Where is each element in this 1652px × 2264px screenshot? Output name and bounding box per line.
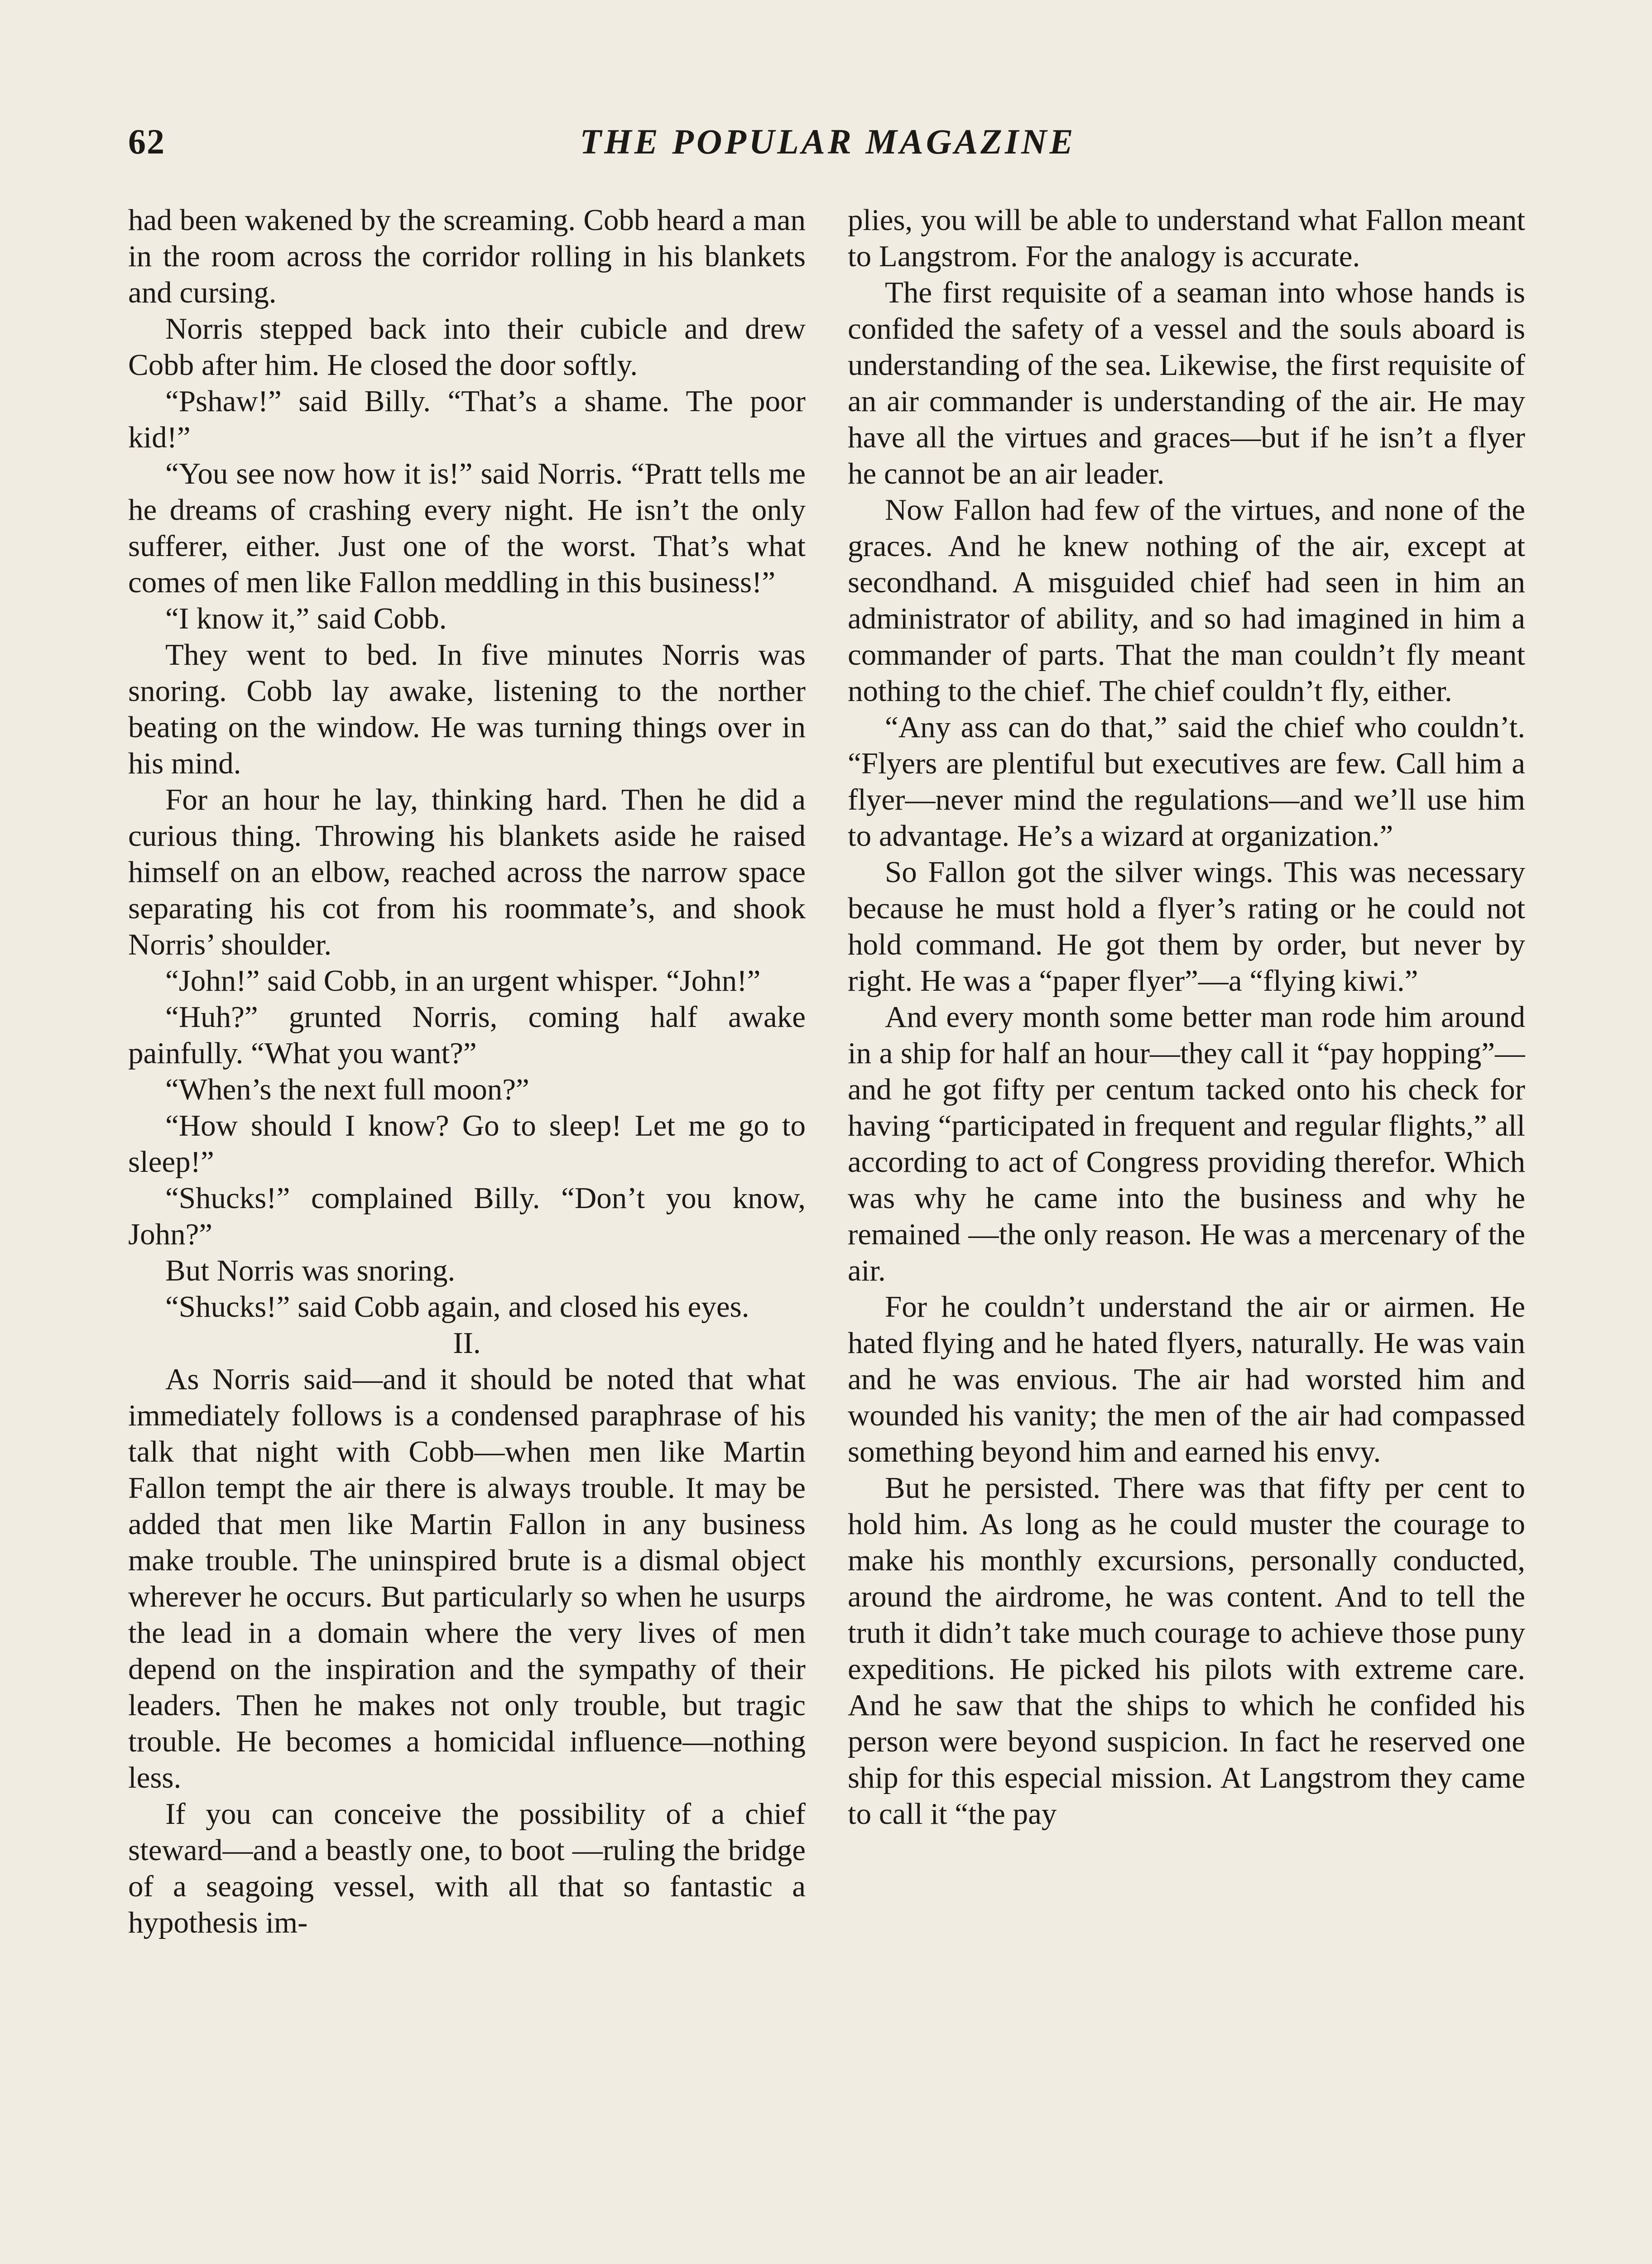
page-header: [128, 121, 1527, 171]
paragraph: The first requisite of a seaman into whose hands is confided the safety of a vessel and the souls aboard is understanding of the sea. Likewise, the first requisite of an air commander is understanding of the air. He may have all the virtues and graces—but if he isn’t a flyer he cannot be an air leader.: [848, 276, 1525, 490]
paragraph: “Any ass can do that,” said the chief who couldn’t. “Flyers are plentiful but executives are few. Call him a flyer—never mind the regulations—and we’ll use him to advantage. He’s a wizard at organization.”: [848, 710, 1525, 853]
paragraph: “Shucks!” complained Billy. “Don’t you know, John?”: [128, 1181, 806, 1251]
paragraph: “How should I know? Go to sleep! Let me go to sleep!”: [128, 1109, 806, 1179]
paragraph: For he couldn’t understand the air or airmen. He hated flying and he hated flyers, naturally. He was vain and he was envious. The air had worsted him and wounded his vanity; the men of the air had compassed something beyond him and earned his envy.: [848, 1290, 1525, 1468]
paragraph: Norris stepped back into their cubicle and drew Cobb after him. He closed the door softly.: [128, 312, 806, 382]
paragraph: “Shucks!” said Cobb again, and closed his eyes.: [165, 1290, 749, 1324]
paragraph: So Fallon got the silver wings. This was necessary because he must hold a flyer’s rating or he could not hold command. He got them by order, but never by right. He was a “paper flyer”—a “flying kiwi.”: [848, 855, 1525, 998]
paragraph: “Pshaw!” said Billy. “That’s a shame. The poor kid!”: [128, 384, 806, 454]
paragraph: But Norris was snoring.: [165, 1254, 456, 1287]
paragraph: plies, you will be able to understand what Fallon meant to Langstrom. For the analogy is accurate.: [848, 203, 1525, 273]
paragraph: They went to bed. In five minutes Norris was snoring. Cobb lay awake, listening to the norther beating on the window. He was turning things over in his mind.: [128, 638, 806, 780]
paragraph: If you can conceive the possibility of a chief steward—and a beastly one, to boot —ruling the bridge of a seagoing vessel, with all that so fantastic a hypothesis im-: [128, 1797, 806, 1939]
paragraph: As Norris said—and it should be noted that what immediately follows is a condensed paraphrase of his talk that night with Cobb—when men like Martin Fallon tempt the air there is always trouble. It may be added that men like Martin Fallon in any business make trouble. The uninspired brute is a dismal object wherever he occurs. But particularly so when he usurps the lead in a domain where the very lives of men depend on the inspiration and the sympathy of their leaders. Then he makes not only trouble, but tragic trouble. He becomes a homicidal influence—nothing less.: [128, 1362, 806, 1794]
running-head-title: THE POPULAR MAGAZINE: [580, 122, 1076, 161]
paragraph: “John!” said Cobb, in an urgent whisper. “John!”: [165, 964, 761, 998]
right-text-column: [848, 202, 1525, 2264]
page-number: 62: [128, 122, 165, 161]
section-heading: II.: [453, 1326, 481, 1360]
paragraph: But he persisted. There was that fifty per cent to hold him. As long as he could muster the courage to make his monthly excursions, personally conducted, around the airdrome, he was content. And to tell the truth it didn’t take much courage to achieve those puny expeditions. He picked his pilots with extreme care. And he saw that the ships to which he confided his person were beyond suspicion. In fact he reserved one ship for this especial mission. At Langstrom they came to call it “the pay: [848, 1471, 1525, 1831]
paragraph: Now Fallon had few of the virtues, and none of the graces. And he knew nothing of the air, except at secondhand. A misguided chief had seen in him an administrator of ability, and so had imagined in him a commander of parts. That the man couldn’t fly meant nothing to the chief. The chief couldn’t fly, either.: [848, 493, 1525, 708]
left-text-column: [128, 202, 806, 2264]
paragraph: “Huh?” grunted Norris, coming half awake painfully. “What you want?”: [128, 1000, 806, 1070]
paragraph: had been wakened by the screaming. Cobb heard a man in the room across the corridor rolling in his blankets and cursing.: [128, 203, 806, 309]
paragraph: “When’s the next full moon?”: [165, 1073, 529, 1106]
paragraph: “I know it,” said Cobb.: [165, 602, 447, 635]
paragraph: “You see now how it is!” said Norris. “Pratt tells me he dreams of crashing every night. He isn’t the only sufferer, either. Just one of the worst. That’s what comes of men like Fallon meddling in this business!”: [128, 457, 806, 599]
paragraph: For an hour he lay, thinking hard. Then he did a curious thing. Throwing his blankets aside he raised himself on an elbow, reached across the narrow space separating his cot from his roommate’s, and shook Norris’ shoulder.: [128, 783, 806, 961]
paragraph: And every month some better man rode him around in a ship for half an hour—they call it “pay hopping”—and he got fifty per centum tacked onto his check for having “participated in frequent and regular flights,” all according to act of Congress providing therefor. Which was why he came into the business and why he remained —the only reason. He was a mercenary of the air.: [848, 1000, 1525, 1287]
